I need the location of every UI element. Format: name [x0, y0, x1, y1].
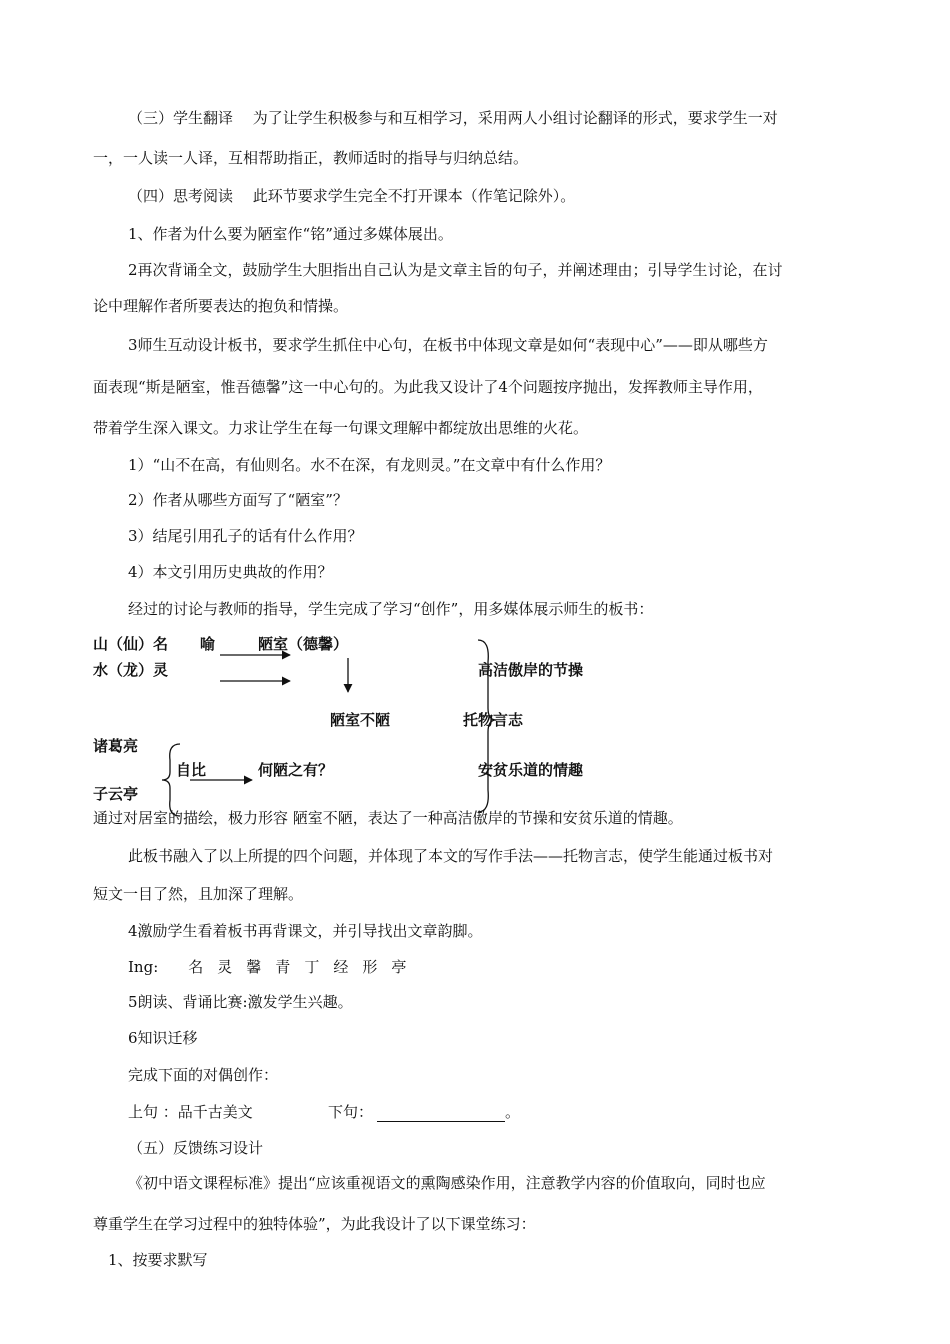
couplet-lower-label: 下句： — [328, 1103, 374, 1121]
rhyme-char: 形 — [362, 958, 378, 976]
paragraph-couplet-intro: 完成下面的对偶创作： — [128, 1066, 279, 1084]
couplet-blank[interactable] — [377, 1107, 505, 1122]
board-tuowu: 托物言志 — [463, 711, 524, 729]
rhyme-label: Ing: — [128, 958, 159, 976]
board-bulou: 陋室不陋 — [330, 711, 391, 729]
paragraph-translation-cont: 一，一人读一人译，互相帮助指正，教师适时的指导与归纳总结。 — [93, 149, 529, 167]
paragraph-item-3-cont2: 带着学生深入课文。力求让学生在每一句课文理解中都绽放出思维的火花。 — [93, 419, 589, 437]
paragraph-translation: （三）学生翻译 为了让学生积极参与和互相学习，采用两人小组讨论翻译的形式，要求学生一对 — [128, 109, 778, 127]
paragraph-item-2: 2再次背诵全文，鼓励学生大胆指出自己认为是文章主旨的句子，并阐述理由；引导学生讨论，在讨 — [128, 261, 783, 279]
board-zhuge: 诸葛亮 — [93, 737, 139, 755]
rhyme-char: 青 — [275, 958, 291, 976]
paragraph-item-2-cont: 论中理解作者所要表达的抱负和情操。 — [93, 297, 349, 315]
question-3: 3）结尾引用孔子的话有什么作用？ — [128, 527, 363, 545]
paragraph-board-note: 此板书融入了以上所提的四个问题，并体现了本文的写作手法——托物言志，使学生能通过板书对 — [128, 847, 774, 865]
rhyme-char: 灵 — [217, 958, 233, 976]
paragraph-item-4: 4激励学生看着板书再背课文，并引导找出文章韵脚。 — [128, 922, 483, 940]
paragraph-standard-cont: 尊重学生在学习过程中的独特体验”，为此我设计了以下课堂练习： — [93, 1215, 536, 1233]
paragraph-board-summary: 通过对居室的描绘，极力形容 陋室不陋，表达了一种高洁傲岸的节操和安贫乐道的情趣。 — [93, 809, 683, 827]
rhyme-char: 亭 — [391, 958, 407, 976]
question-2: 2）作者从哪些方面写了“陋室”？ — [128, 491, 348, 509]
couplet-lower — [328, 1102, 520, 1122]
paragraph-exercise-1: 1、按要求默写 — [108, 1251, 208, 1269]
brace-right — [478, 640, 496, 812]
brace-left — [162, 744, 180, 816]
paragraph-item-3: 3师生互动设计板书，要求学生抓住中心句，在板书中体现文章是如何“表现中心”——即从哪些方 — [128, 336, 768, 354]
paragraph-item-3-cont: 面表现“斯是陋室，惟吾德馨”这一中心句的。为此我又设计了4个问题按序抛出，发挥教师主导作用， — [93, 378, 763, 396]
board-shan: 山（仙）名 — [93, 635, 169, 653]
rhyme-char: 丁 — [304, 958, 320, 976]
paragraph-item-6: 6知识迁移 — [128, 1029, 198, 1047]
board-louroom: 陋室（德馨） — [258, 635, 349, 653]
paragraph-board-note-cont: 短文一目了然，且加深了理解。 — [93, 885, 304, 903]
board-anpin: 安贫乐道的情趣 — [478, 761, 584, 779]
paragraph-item-5: 5朗读、背诵比赛:激发学生兴趣。 — [128, 993, 353, 1011]
board-gaojie: 高洁傲岸的节操 — [478, 661, 584, 679]
paragraph-board-intro: 经过的讨论与教师的指导，学生完成了学习“创作”，用多媒体展示师生的板书： — [128, 600, 654, 618]
rhyme-char: 经 — [333, 958, 349, 976]
board-zibi: 自比 — [176, 761, 207, 779]
heading-reading: （四）思考阅读 此环节要求学生完全不打开课本（作笔记除外）。 — [128, 187, 576, 205]
paragraph-standard: 《初中语文课程标准》提出“应该重视语文的熏陶感染作用，注意教学内容的价值取向，同时也应 — [128, 1174, 766, 1192]
heading-feedback: （五）反馈练习设计 — [128, 1139, 264, 1157]
question-1: 1）“山不在高，有仙则名。水不在深，有龙则灵。”在文章中有什么作用？ — [128, 456, 611, 474]
couplet-end: 。 — [505, 1103, 521, 1121]
couplet-upper: 上句 ：品千古美文 — [128, 1103, 253, 1121]
board-yu: 喻 — [200, 635, 216, 653]
question-4: 4）本文引用历史典故的作用？ — [128, 563, 333, 581]
rhyme-char: 馨 — [246, 958, 262, 976]
board-ziyun: 子云亭 — [93, 785, 139, 803]
rhyme-char: 名 — [188, 958, 204, 976]
board-helou: 何陋之有？ — [258, 761, 334, 779]
paragraph-item-1: 1、作者为什么要为陋室作“铭”通过多媒体展出。 — [128, 225, 453, 243]
rhyme-line — [128, 957, 420, 977]
board-shui: 水（龙）灵 — [93, 661, 169, 679]
